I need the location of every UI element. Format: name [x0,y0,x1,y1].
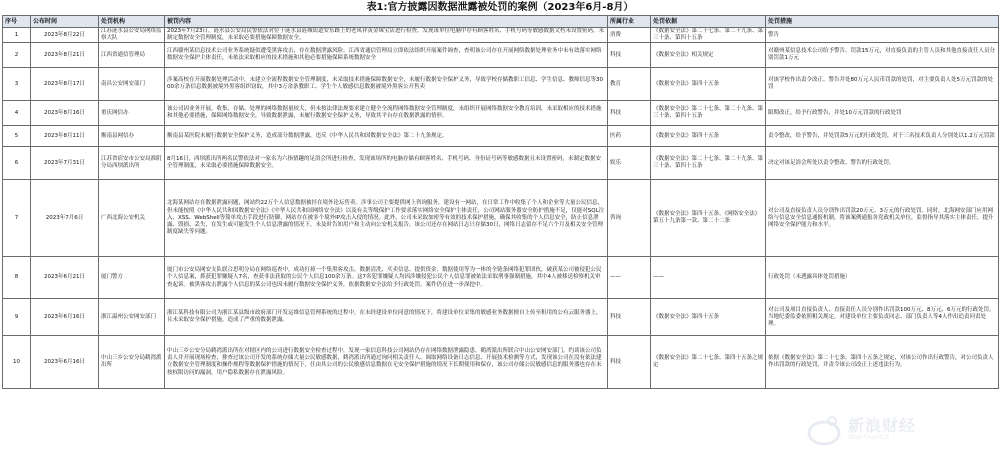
cell-basis: —— [651,257,766,299]
watermark-text: 新浪财经 [848,418,917,435]
cell-industry: 消费 [608,28,651,43]
cell-content: 衡南县某医院未履行数据安全保护义务，造成部分数据泄露，违反《中华人民共和国数据安全法》第二十九条规定。 [165,126,608,147]
cell-measure: 对该学校作出责令改正、警告并处80万元人民币罚款的处罚，对主要负责人处5万元罚款的处罚 [766,68,999,101]
cell-industry: 科技 [608,101,651,126]
cell-basis: 《数据安全法》第四十五条 [651,68,766,101]
cell-industry: 科技 [608,336,651,389]
cell-content: 该公司因业务开展，收集、存储、处理的网络数据量较大，但未按法律法规要求建立健全全流程网络数据安全管理制度，未组织开展网络数据安全教育培训，未采取相应的技术措施和其他必要措施，保障网络数据安全，导致数据泄露，未履行数据安全保护义务，导致其平台存在数据泄露的情形。 [165,101,608,126]
cell-measure: 对赣州某信息技术公司给予警告、罚款15万元，对直接负责的主管人员和其他直接责任人员分别罚款1万元 [766,43,999,68]
table-row [3,299,999,336]
cell-industry: 科技 [608,43,651,68]
cell-date: 2023年6月16日 [31,336,99,389]
cell-no: 2 [3,43,31,68]
cell-measure: 限期改正，给予行政警告，并处10万元罚款的行政处罚 [766,101,999,126]
cell-content: 浙江某科技有限公司为浙江某县级市政府部门开发运维信息管理系统的过程中，在未经建设单位同意的情况下，将建设单位采集的敏感业务数据擅自上传至租用的公有云服务器上，且未采取安全保护措施，造成了严重的数据泄露。 [165,299,608,336]
cell-content: 8月16日，西坝派出所两名民警依法对一家名为六指情趣的足浴会所进行检查，发现该场所的电脑存储有顾客姓名、手机号码、身份证号码等敏感数据且未设置密码，未制定数据安全管理制度，未采取必要措施保障数据安全。 [165,147,608,180]
header-agency: 处罚机构 [99,16,165,28]
cell-date: 2023年7月6日 [31,180,99,257]
cell-content: 中山三乡公安分局鹤湾派出所在对辖区内的公司进行数据安全检查过程中，发现一家信息科技公司网站仍存在网络数据泄露隐患。鹤湾派出所联合中山公安网安部门，约谈该公司负责人并开展现场检查，排查过该公司开发的系统存储大量公民敏感数据，鹤湾派出所通过询问相关责任人、调取网络设备日志信息、开展技术检测等方式，发现该公司在没有依法建立数据安全管理制度和操作规程等数据保护措施的情况下，任由其公司的公民敏感信息数据在无安全保护措施的情况下长期使用和保存，该公司存储公民敏感信息的服务器也存在未按权限访问的漏洞，用户隐私数据存在泄露风险。 [165,336,608,389]
cell-agency: 江西省通信管理局 [99,43,165,68]
watermark-subtext: SINA FINANCE [848,435,890,441]
cell-no: 6 [3,147,31,180]
header-basis: 处罚依据 [651,16,766,28]
cell-no: 9 [3,299,31,336]
table-row [3,43,999,68]
cell-agency: 广西北海公安机关 [99,180,165,257]
cell-no: 7 [3,180,31,257]
cell-measure: 对公司及直接负责人员分别作出罚款20万元、3万元的行政处罚。同时，北海网安部门应用网络与信息安全信息通报机制，将该案例通报各党政机关单位，监督指导其落实主体责任，提升网络安全保护能力和水平。 [766,180,999,257]
cell-agency: 衡南县网信办 [99,126,165,147]
cell-date: 2023年8月17日 [31,68,99,101]
cell-measure: 依据《数据安全法》第二十七条、第四十五条之规定，对该公司作出行政警告，对公司负责人作出罚款的行政处罚，并责令该公司改正上述违法行为。 [766,336,999,389]
cell-content: 江西赣州某信息技术公司业务系统疑似遭受黑客攻击，存在数据泄露风险。江西省通信管理局立即依法组织开展案件调查，查明该公司存在开展网络数据处理业务中未有效落实网络数据安全保护主体责任，未依法采取相应的技术措施和其他必要措施保障系统数据安全 [165,43,608,68]
cell-measure: 决定对该足浴会所处以责令整改、警告的行政处罚。 [766,147,999,180]
cell-no: 5 [3,126,31,147]
table-row [3,257,999,299]
cell-no: 3 [3,68,31,101]
table-row [3,68,999,101]
header-no: 序号 [3,16,31,28]
cell-industry: 教育 [608,68,651,101]
header-date: 公布时间 [31,16,99,28]
cell-content: 北海某网站存在数据泄露问题，网站约22万个人信息数据被挂在境外论坛售卖。涉事公司主要提供网上咨询服务，建设有一网站，在日常工作中收集了个人和企业等大量公民信息，但未能按照《中华人民共和国数据安全法》《中华人民共和国网络安全法》以及有关等级保护工作要求落实网络安全保护主体责任，公司网站服务器安全防护措施不足，仅能对SQL注入、XSS、WebShell等简单攻击手段进行防御，网站存在被多个境外IP攻击入侵的情况。此外，公司未采取加密等有效的技术保护措施，确保其收集的个人信息安全，防止信息泄露、毁损、丢失，在发生或可能发生个人信息泄露的情况下，未及时告知用户和主动向公安机关报告。该公司还存在网站日志只存储30日，网络日志留存不足六个月及相关安全管理制度缺失等问题。 [165,180,608,257]
cell-agency: 南昌公安网安部门 [99,68,165,101]
table-title: 表1:官方披露因数据泄露被处罚的案例（2023年6月-8月） [366,2,634,13]
cell-basis: 《数据安全法》相关规定 [651,43,766,68]
cell-basis: 《数据安全法》第四十五条、《网络安全法》第五十九条第一款、第二十二条 [651,180,766,257]
cell-basis: 《数据安全法》第二十七条、第二十九条、第三十条、第四十五条 [651,101,766,126]
cell-content: 厦门市公安局网安支队联合思明分局在网络巡查中，成功打掉一个集黑客攻击、数据清洗、买卖信息、提供资金、数据使用等为一体的全链条网络犯罪团伙，破获某公司被侵犯公民个人信息案，抓获犯罪嫌疑人7名，查获非法获取的公民个人信息100余万条。这7名犯罪嫌疑人均因涉嫌侵犯公民个人信息罪被依法采取刑事强制措施，其中4人被移送检察机关审查起诉。被黑客攻击泄露个人信息的某公司也因未履行数据安全保护义务，依据数据安全法给予行政处罚。案件仍在进一步深挖中。 [165,257,608,299]
cell-basis: 《数据安全法》第四十五条 [651,126,766,147]
cell-content: 2023年7月23日，涟水县公安局民警依法对位于涟水县涟城街道安东路上的老凤祥黄金珠宝店进行检查，发现该单位电脑中存有顾客姓名、手机号码等敏感数据文档未设置密码，未制定数据安全管理制度，未采取必要措施保障数据安全。 [165,28,608,43]
cell-agency: 重庆网信办 [99,101,165,126]
cell-agency: 江苏涟水县公安局网络监察大队 [99,28,165,43]
cell-basis: 《数据安全法》第四十五条 [651,299,766,336]
table-row [3,28,999,43]
cell-basis: 《数据安全法》第二十七条、第二十九条、第三十条、第四十五条 [651,147,766,180]
cell-basis: 《数据安全法》第二十七条、第二十九条、第三十条、第四十五条 [651,28,766,43]
cell-agency: 江苏省宿安市公安局淮阴分局西坝派出所 [99,147,165,180]
cell-industry: 咨询 [608,180,651,257]
cell-industry: 娱乐 [608,147,651,180]
cell-measure: 对公司及项目直接负责人、直接责任人员分别作出罚款100万元、8万元、6万元的行政处罚。当地纪委监委依照相关规定，对建设单位主要负责同志、部门负责人等4人作出追责问责处理。 [766,299,999,336]
cell-date: 2023年8月21日 [31,43,99,68]
cell-agency: 中山三乡公安分局鹤湾派出所 [99,336,165,389]
header-row [3,16,999,28]
cell-basis: 《数据安全法》第二十七条、第四十五条之规定 [651,336,766,389]
table-row [3,147,999,180]
sina-logo-icon [804,411,844,451]
table-row [3,180,999,257]
cell-date: 2023年6月21日 [31,257,99,299]
cell-industry: 科技 [608,299,651,336]
cell-measure: 行政处罚（未透露具体处罚措施） [766,257,999,299]
cell-no: 10 [3,336,31,389]
cell-date: 2023年7月31日 [31,147,99,180]
cell-date: 2023年6月16日 [31,299,99,336]
cell-industry: 医药 [608,126,651,147]
header-industry: 所属行业 [608,16,651,28]
cell-no: 8 [3,257,31,299]
cell-content: 涉案高校在开展数据处理活动中，未建立全流程数据安全管理制度，未采取技术措施保障数据安全，未履行数据安全保护义务，导致学校存储教职工信息、学生信息、教师信息等3000余万条信息数据被境外黑客组织窃取，其中3万余条教职工、学生个人敏感信息数据被境外黑客公开售卖 [165,68,608,101]
cell-measure: 警告 [766,28,999,43]
cell-agency: 厦门警方 [99,257,165,299]
cell-date: 2023年8月16日 [31,101,99,126]
table-row [3,126,999,147]
cell-industry: —— [608,257,651,299]
cell-date: 2023年8月22日 [31,28,99,43]
cell-measure: 责令整改，给予警告，并处罚款5万元的行政处罚，对于三名技术负责人分别处以1.2万元罚款 [766,126,999,147]
cell-no: 1 [3,28,31,43]
watermark [804,405,994,459]
cases-table [2,15,999,389]
table-row [3,101,999,126]
cell-agency: 浙江温州公安网安部门 [99,299,165,336]
table-body [3,28,999,389]
cell-no: 4 [3,101,31,126]
table-row [3,336,999,389]
header-measure: 处罚措施 [766,16,999,28]
cell-date: 2023年8月11日 [31,126,99,147]
header-content: 被罚内容 [165,16,608,28]
